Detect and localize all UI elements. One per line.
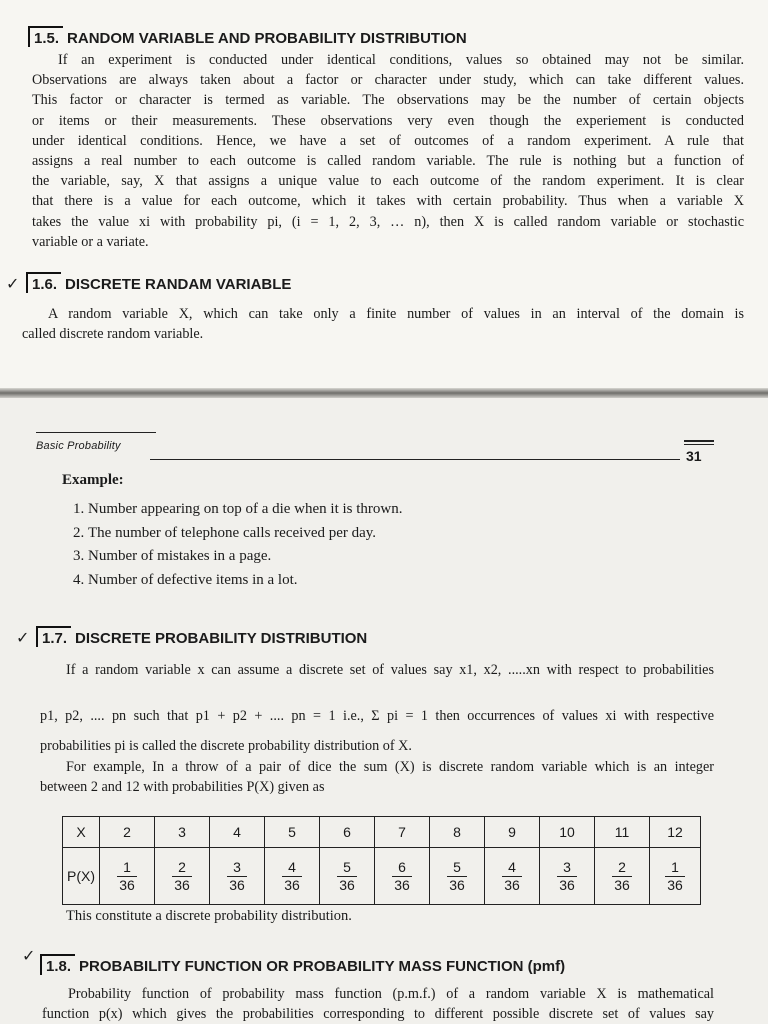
table-cell: 2 bbox=[100, 817, 155, 848]
paragraph-line: Observations are always taken about a factor or character under study, which can take different values. bbox=[32, 72, 744, 89]
table-cell bbox=[650, 848, 701, 905]
table-cell bbox=[540, 848, 595, 905]
section-title-1-8: PROBABILITY FUNCTION OR PROBABILITY MASS FUNCTION (pmf) bbox=[79, 958, 566, 975]
table-cell: 10 bbox=[540, 817, 595, 848]
paragraph-line: p1, p2, .... pn such that p1 + p2 + .... pn = 1 i.e., Σ pi = 1 then occurrences of values xi with respective bbox=[40, 708, 714, 725]
checkmark-icon: ✓ bbox=[22, 946, 36, 965]
fraction-numerator: 2 bbox=[172, 859, 192, 877]
header-line bbox=[150, 459, 680, 460]
paragraph-1-5 bbox=[32, 50, 744, 252]
probability-table bbox=[62, 816, 701, 905]
fraction-denominator: 36 bbox=[614, 876, 630, 893]
section-title-1-6: DISCRETE RANDAM VARIABLE bbox=[65, 276, 292, 293]
paragraph-line: or items or their measurements. These observations very even though the experiement is conducted bbox=[32, 112, 744, 129]
page-number-rule bbox=[684, 440, 714, 442]
paragraph-line: A random variable X, which can take only a finite number of values in an interval of the domain is bbox=[48, 306, 744, 322]
fraction-denominator: 36 bbox=[559, 876, 575, 893]
checkmark-icon: ✓ bbox=[16, 628, 30, 647]
fraction-denominator: 36 bbox=[339, 876, 355, 893]
paragraph-line: between 2 and 12 with probabilities P(X) given as bbox=[40, 778, 325, 795]
paragraph-line: probabilities pi is called the discrete probability distribution of X. bbox=[40, 738, 412, 755]
fraction-denominator: 36 bbox=[229, 876, 245, 893]
list-item: 2. The number of telephone calls received per day. bbox=[88, 522, 403, 546]
section-number-1-6: 1.6. bbox=[26, 272, 61, 293]
fraction-numerator: 5 bbox=[337, 859, 357, 877]
table-row-px bbox=[63, 848, 701, 905]
fraction-numerator: 5 bbox=[447, 859, 467, 877]
fraction-denominator: 36 bbox=[504, 876, 520, 893]
table-row-x bbox=[63, 817, 701, 848]
paragraph-line: under identical conditions. Hence, we have a set of outcomes of a random experiment. A rule that bbox=[32, 132, 744, 149]
paragraph-1-6 bbox=[22, 304, 744, 344]
table-cell: 12 bbox=[650, 817, 701, 848]
paragraph-1-7 bbox=[40, 660, 714, 797]
header-rule bbox=[36, 432, 156, 433]
paragraph-line: assigns a real number to each outcome is called random variable. The rule is nothing but a function of bbox=[32, 153, 744, 170]
table-cell bbox=[375, 848, 430, 905]
table-cell bbox=[595, 848, 650, 905]
paragraph-line: that there is a value for each outcome, which it takes with certain probability. Thus when a variable X bbox=[32, 193, 744, 210]
fraction-denominator: 36 bbox=[284, 876, 300, 893]
paragraph-line: called discrete random variable. bbox=[22, 326, 204, 343]
fraction-denominator: 36 bbox=[449, 876, 465, 893]
section-heading-1-6 bbox=[26, 272, 291, 293]
page-fold-shadow bbox=[0, 388, 768, 398]
table-cell: 3 bbox=[155, 817, 210, 848]
table-cell: 9 bbox=[485, 817, 540, 848]
fraction-numerator: 4 bbox=[502, 859, 522, 877]
list-item: 1. Number appearing on top of a die when it is thrown. bbox=[88, 498, 403, 522]
fraction-numerator: 4 bbox=[282, 859, 302, 877]
table-header-cell: X bbox=[63, 817, 100, 848]
fraction-numerator: 6 bbox=[392, 859, 412, 877]
list-item: 3. Number of mistakes in a page. bbox=[88, 545, 403, 569]
fraction-numerator: 3 bbox=[557, 859, 577, 877]
table-cell bbox=[265, 848, 320, 905]
paragraph-line: function p(x) which gives the probabilities corresponding to different possible discrete set of values say bbox=[42, 1006, 714, 1023]
page-number: 31 bbox=[686, 448, 702, 464]
fraction-numerator: 1 bbox=[117, 859, 137, 877]
checkmark-icon: ✓ bbox=[6, 274, 20, 293]
fraction-denominator: 36 bbox=[174, 876, 190, 893]
section-title-1-5: RANDOM VARIABLE AND PROBABILITY DISTRIBUTION bbox=[67, 30, 467, 47]
fraction-denominator: 36 bbox=[394, 876, 410, 893]
table-cell bbox=[485, 848, 540, 905]
section-heading-1-8 bbox=[40, 954, 565, 975]
paragraph-line: Probability function of probability mass function (p.m.f.) of a random variable X is mathematical bbox=[68, 986, 714, 1002]
example-label: Example: bbox=[62, 472, 124, 488]
table-cell: 4 bbox=[210, 817, 265, 848]
section-number-1-7: 1.7. bbox=[36, 626, 71, 647]
table-cell: 11 bbox=[595, 817, 650, 848]
table-cell bbox=[100, 848, 155, 905]
fraction-denominator: 36 bbox=[119, 876, 135, 893]
paragraph-line: the variable, say, X that assigns a unique value to each outcome of the random experiment. It is clear bbox=[32, 173, 744, 190]
paragraph-line: For example, In a throw of a pair of dice the sum (X) is discrete random variable which is an integer bbox=[66, 758, 714, 775]
table-cell bbox=[210, 848, 265, 905]
table-cell bbox=[155, 848, 210, 905]
section-title-1-7: DISCRETE PROBABILITY DISTRIBUTION bbox=[75, 630, 368, 647]
fraction-numerator: 1 bbox=[665, 859, 685, 877]
paragraph-line: This factor or character is termed as variable. The observations may be the number of certain objects bbox=[32, 92, 744, 109]
table-cell bbox=[320, 848, 375, 905]
page-number-rule bbox=[684, 444, 714, 445]
table-cell: 5 bbox=[265, 817, 320, 848]
fraction-numerator: 3 bbox=[227, 859, 247, 877]
table-note: This constitute a discrete probability distribution. bbox=[66, 908, 352, 924]
paragraph-line: variable or a variate. bbox=[32, 233, 149, 250]
table-cell: 7 bbox=[375, 817, 430, 848]
section-heading-1-7 bbox=[36, 626, 367, 647]
table-cell: 6 bbox=[320, 817, 375, 848]
section-number-1-5: 1.5. bbox=[28, 26, 63, 47]
table-header-cell: P(X) bbox=[63, 848, 100, 905]
list-item: 4. Number of defective items in a lot. bbox=[88, 569, 403, 593]
paragraph-1-8 bbox=[42, 984, 714, 1024]
paragraph-line: takes the value xi with probability pi, (i = 1, 2, 3, … n), then X is called random variable or stochastic bbox=[32, 213, 744, 230]
table-cell bbox=[430, 848, 485, 905]
example-list bbox=[46, 498, 403, 592]
table-cell: 8 bbox=[430, 817, 485, 848]
paragraph-line: If a random variable x can assume a discrete set of values say x1, x2, .....xn with respect to probabilities bbox=[66, 662, 714, 678]
fraction-denominator: 36 bbox=[667, 876, 683, 893]
fraction-numerator: 2 bbox=[612, 859, 632, 877]
section-heading-1-5 bbox=[28, 26, 467, 47]
running-header: Basic Probability bbox=[36, 440, 121, 452]
paragraph-line: If an experiment is conducted under identical conditions, values so obtained may not be similar. bbox=[58, 52, 744, 68]
section-number-1-8: 1.8. bbox=[40, 954, 75, 975]
